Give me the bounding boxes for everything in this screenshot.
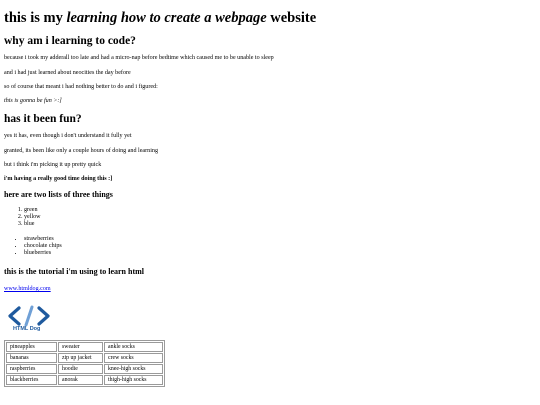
table-cell: raspberries bbox=[6, 364, 57, 374]
table-cell: sweater bbox=[58, 342, 103, 352]
table-cell: blackberries bbox=[6, 375, 57, 385]
table-cell: pineapples bbox=[6, 342, 57, 352]
table-cell: ankle socks bbox=[104, 342, 163, 352]
list-item: 1. green bbox=[24, 207, 41, 214]
title-emphasis: learning how to create a webpage bbox=[66, 10, 267, 26]
section-heading-why: why am i learning to code? bbox=[4, 35, 136, 47]
table-cell: hoodie bbox=[58, 364, 103, 374]
table-cell: knee-high socks bbox=[104, 364, 163, 374]
list-item: • blueberries bbox=[24, 250, 62, 257]
table-cell: thigh-high socks bbox=[104, 375, 163, 385]
italic-quote: this is gonna be fun >:] bbox=[4, 98, 62, 104]
tutorial-heading: this is the tutorial i'm using to learn html bbox=[4, 267, 145, 276]
tutorial-link[interactable]: www.htmldog.com bbox=[4, 286, 51, 292]
table-row bbox=[6, 375, 163, 385]
things-table bbox=[4, 340, 165, 387]
table-cell: bananas bbox=[6, 353, 57, 363]
page-title bbox=[4, 10, 316, 26]
table-row bbox=[6, 364, 163, 374]
bold-statement: i'm having a really good time doing this :] bbox=[4, 176, 113, 182]
title-prefix: this is my bbox=[4, 10, 67, 26]
list-item: • chocolate chips bbox=[24, 243, 62, 250]
list-item: • strawberries bbox=[24, 236, 62, 243]
lists-heading: here are two lists of three things bbox=[4, 190, 113, 199]
paragraph: because i took my adderall too late and had a micro-nap before bedtime which caused me to be unable to sleep bbox=[4, 55, 274, 61]
table-cell: anorak bbox=[58, 375, 103, 385]
ordered-list bbox=[16, 207, 41, 228]
table-row bbox=[6, 353, 163, 363]
paragraph: but i think i'm picking it up pretty quick bbox=[4, 162, 102, 168]
list-item: 2. yellow bbox=[24, 214, 41, 221]
list-item: 3. blue bbox=[24, 221, 41, 228]
section-heading-fun: has it been fun? bbox=[4, 113, 82, 125]
logo-text: HTML Dog bbox=[13, 326, 41, 332]
paragraph: so of course that meant i had nothing better to do and i figured: bbox=[4, 84, 158, 90]
title-suffix: website bbox=[266, 10, 317, 26]
paragraph: and i had just learned about neocities the day before bbox=[4, 70, 131, 76]
paragraph: yes it has, even though i don't understand it fully yet bbox=[4, 133, 132, 139]
table-cell: zip up jacket bbox=[58, 353, 103, 363]
paragraph: granted, its been like only a couple hours of doing and learning bbox=[4, 148, 158, 154]
unordered-list bbox=[16, 236, 62, 257]
table-cell: crew socks bbox=[104, 353, 163, 363]
table-row bbox=[6, 342, 163, 352]
